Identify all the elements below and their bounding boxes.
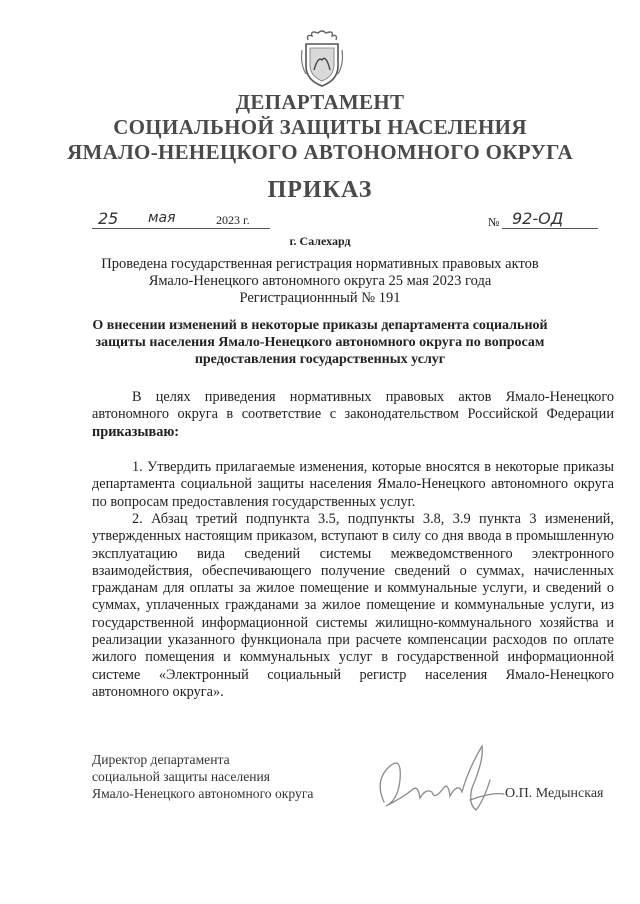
department-title-line1: ДЕПАРТАМЕНТ [235, 90, 405, 114]
preamble-directive: приказываю: [92, 423, 180, 440]
preamble [92, 389, 614, 441]
date-day: 25 [98, 209, 119, 228]
department-title-line3: ЯМАЛО-НЕНЕЦКОГО АВТОНОМНОГО ОКРУГА [67, 140, 573, 164]
registration-line1: Проведена государственная регистрация нормативных правовых актов [101, 256, 539, 272]
registration-line2: Ямало-Ненецкого автономного округа 25 мая 2023 года [148, 273, 492, 289]
number-prefix: № [488, 215, 500, 229]
order-item-2: 2. Абзац третий подпункта 3.5, подпункты 3.8, 3.9 пункта 3 изменений, утвержденных настоящим приказом, вступают в силу со дня ввода в промышленную эксплуатацию вида сведений системы межведомственного электронного взаимодействия, обеспечивающего получение сведений о суммах, начисленных гражданам для оплаты за жилое помещение и коммунальные услуги, и сведений о суммах, уплаченных гражданами за жилое помещение и коммунальные услуги, из государственной информационной системы жилищно-коммунального хозяйства и реализации указанного функционала при расчете компенсации расходов по оплате жилого помещения и коммунальных услуг в государственной информационной системе «Электронный социальный регистр населения Ямало-Ненецкого автономного округа». [92, 511, 614, 700]
signer-position-line3: Ямало-Ненецкого автономного округа [92, 786, 314, 801]
signer-position-line1: Директор департамента [92, 752, 230, 767]
registration-line3: Регистрационнный № 191 [239, 290, 401, 306]
order-subject: О внесении изменений в некоторые приказы департамента социальной защиты населения Ямало-Ненецкого автономного округа по вопросам предоставления государственных услуг [92, 318, 548, 367]
department-title-line2: СОЦИАЛЬНОЙ ЗАЩИТЫ НАСЕЛЕНИЯ [113, 115, 527, 139]
city: г. Салехард [289, 234, 351, 248]
signer-name: О.П. Медынская [505, 786, 604, 801]
order-title: ПРИКАЗ [267, 177, 373, 203]
order-number: 92-ОД [512, 209, 564, 228]
order-item-1: 1. Утвердить прилагаемые изменения, которые вносятся в некоторые приказы департамента социальной защиты населения Ямало-Ненецкого автономного округа по вопросам предоставления государственных услуг. [92, 459, 614, 510]
date-month: мая [148, 210, 176, 226]
number-underline [502, 228, 598, 229]
preamble-text: В целях приведения нормативных правовых актов Ямало-Ненецкого автономного округа в соответствие с законодательством Российской Федерации [92, 389, 614, 423]
handwritten-signature [372, 740, 512, 820]
date-year: 2023 г. [216, 213, 250, 227]
date-underline [92, 228, 270, 229]
signer-position-line2: социальной защиты населения [92, 769, 271, 784]
coat-of-arms-emblem [300, 30, 344, 88]
